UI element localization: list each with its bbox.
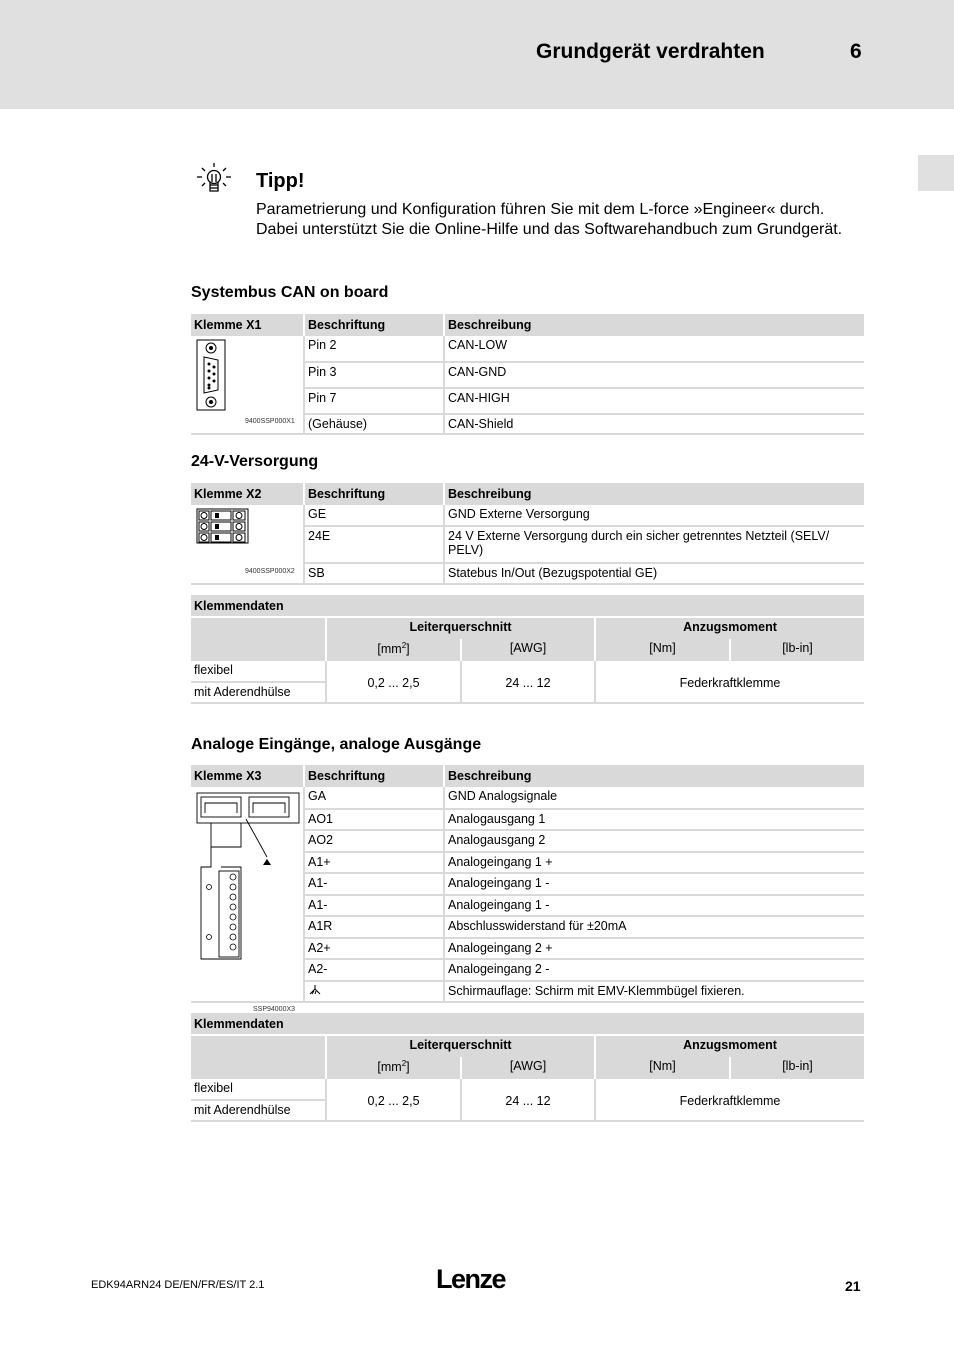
table-cell: GND Analogsignale [444, 787, 864, 809]
unit-awg: [AWG] [461, 1057, 595, 1079]
table-cell: AO2 [304, 830, 444, 852]
col-header: Beschriftung [304, 483, 444, 505]
value-mm2: 0,2 ... 2,5 [326, 1079, 461, 1121]
unit-awg: [AWG] [461, 639, 595, 661]
section-heading-analog: Analoge Eingänge, analoge Ausgänge [191, 736, 482, 753]
row-label: flexibel [191, 661, 326, 682]
table-cell: SB [304, 563, 444, 584]
chapter-number: 6 [850, 40, 862, 63]
torque-header: Anzugsmoment [595, 1035, 864, 1057]
table-title: Klemmendaten [191, 595, 864, 617]
value-mm2: 0,2 ... 2,5 [326, 661, 461, 703]
unit-lbin: [lb-in] [730, 1057, 864, 1079]
terminal-figure-x3 [191, 787, 304, 1013]
torque-header: Anzugsmoment [595, 617, 864, 639]
table-cell: AO1 [304, 809, 444, 831]
side-tab [918, 155, 954, 191]
value-torque: Federkraftklemme [595, 661, 864, 703]
table-cell: Analogausgang 2 [444, 830, 864, 852]
terminal-table-x2 [191, 483, 864, 585]
unit-mm2: $[mm^2]$ [326, 1057, 461, 1079]
table-cell: CAN-LOW [444, 336, 864, 362]
col-header: Beschreibung [444, 314, 864, 336]
unit-lbin: [lb-in] [730, 639, 864, 661]
lightbulb-icon [194, 160, 234, 200]
terminal-data-table-1 [191, 595, 864, 704]
table-cell: Schirmauflage: Schirm mit EMV-Klemmbügel fixieren. [444, 981, 864, 1003]
document-id: EDK94ARN24 DE/EN/FR/ES/IT 2.1 [91, 1279, 265, 1291]
table-title: Klemmendaten [191, 1013, 864, 1035]
row-label: mit Aderendhülse [191, 682, 326, 703]
terminal-table-x3 [191, 765, 864, 1013]
table-cell: A1+ [304, 852, 444, 874]
table-cell: Pin 7 [304, 388, 444, 414]
shield-ground-icon [308, 984, 322, 996]
figure-label: 9400SSP000X2 [245, 568, 295, 575]
page-number: 21 [845, 1278, 861, 1294]
table-cell: Analogeingang 1 - [444, 873, 864, 895]
conductor-header: Leiterquerschnitt [326, 617, 595, 639]
table-cell: A2- [304, 959, 444, 981]
col-header: Klemme X1 [191, 314, 304, 336]
tip-heading: Tipp! [256, 170, 305, 192]
terminal-figure-x1 [191, 336, 304, 434]
table-cell: CAN-Shield [444, 414, 864, 434]
unit-mm2: $[mm^2]$ [326, 639, 461, 661]
table-cell: GND Externe Versorgung [444, 505, 864, 526]
table-cell: (Gehäuse) [304, 414, 444, 434]
unit-nm: [Nm] [595, 639, 730, 661]
tip-text: Parametrierung und Konfiguration führen Sie mit dem L-force »Engineer« durch. Dabei unterstützt Sie die Online-Hilfe und das Softwarehandbuch zum Grundgerät. [256, 201, 843, 238]
analog-terminal-icon [191, 787, 301, 987]
table-cell: GA [304, 787, 444, 809]
table-cell: Analogausgang 1 [444, 809, 864, 831]
table-cell: Pin 3 [304, 362, 444, 388]
table-cell: Analogeingang 1 + [444, 852, 864, 874]
table-cell: Abschlusswiderstand für ±20mA [444, 916, 864, 938]
figure-label: SSP94000X3 [253, 1006, 296, 1013]
col-header: Beschreibung [444, 483, 864, 505]
row-label: mit Aderendhülse [191, 1100, 326, 1121]
terminal-table-x1 [191, 314, 864, 435]
table-cell: Analogeingang 2 - [444, 959, 864, 981]
header-band [0, 0, 954, 109]
table-cell: 24 V Externe Versorgung durch ein sicher getrenntes Netzteil (SELV/ PELV) [444, 526, 864, 563]
table-cell: 24E [304, 526, 444, 563]
terminal-figure-x2 [191, 505, 304, 584]
table-cell: CAN-HIGH [444, 388, 864, 414]
col-header: Beschreibung [444, 765, 864, 787]
table-cell: Analogeingang 2 + [444, 938, 864, 960]
row-label: flexibel [191, 1079, 326, 1100]
col-header: Beschriftung [304, 765, 444, 787]
conductor-header: Leiterquerschnitt [326, 1035, 595, 1057]
section-heading-can: Systembus CAN on board [191, 284, 389, 301]
table-cell-shield [304, 981, 444, 1003]
col-header: Klemme X2 [191, 483, 304, 505]
value-torque: Federkraftklemme [595, 1079, 864, 1121]
value-awg: 24 ... 12 [461, 661, 595, 703]
table-cell: A2+ [304, 938, 444, 960]
table-cell: Statebus In/Out (Bezugspotential GE) [444, 563, 864, 584]
table-cell: CAN-GND [444, 362, 864, 388]
page-title: Grundgerät verdrahten [536, 40, 765, 63]
terminal-data-table-2 [191, 1013, 864, 1122]
table-cell: Pin 2 [304, 336, 444, 362]
table-cell: Analogeingang 1 - [444, 895, 864, 917]
figure-label: 9400SSP000X1 [245, 418, 295, 425]
lenze-logo: Lenze [436, 1264, 506, 1294]
unit-nm: [Nm] [595, 1057, 730, 1079]
table-cell: A1- [304, 873, 444, 895]
table-cell: GE [304, 505, 444, 526]
table-cell: A1- [304, 895, 444, 917]
col-header: Klemme X3 [191, 765, 304, 787]
value-awg: 24 ... 12 [461, 1079, 595, 1121]
table-cell: A1R [304, 916, 444, 938]
col-header: Beschriftung [304, 314, 444, 336]
section-heading-supply: 24-V-Versorgung [191, 453, 319, 470]
